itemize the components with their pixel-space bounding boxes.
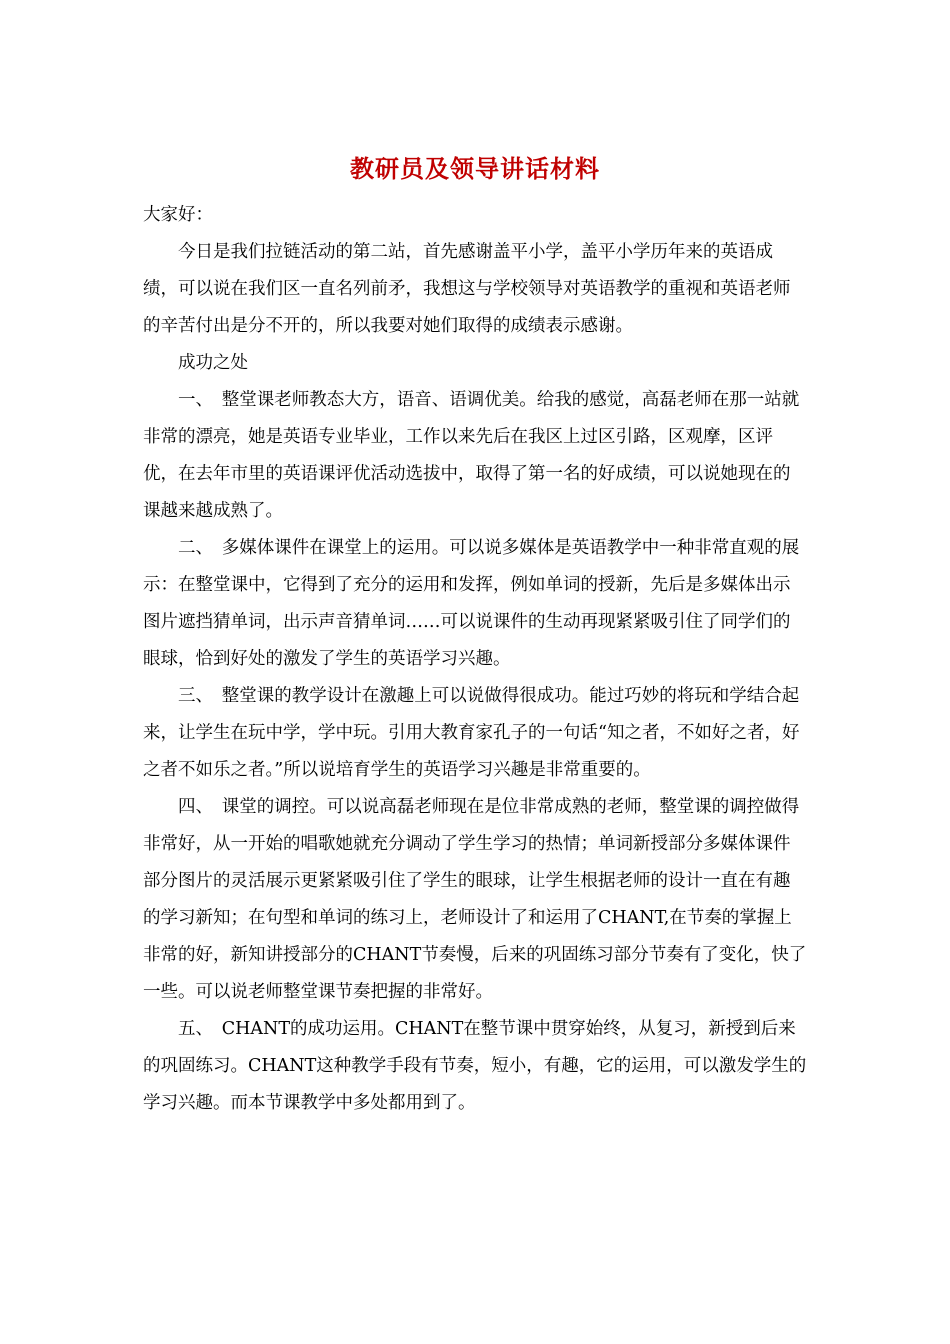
greeting-paragraph: 大家好： [143, 205, 213, 225]
section-heading: 成功之处 [178, 353, 248, 373]
point-three-paragraph: 三、 整堂课的教学设计在激趣上可以说做得很成功。能过巧妙的将玩和学结合起来，让学生在玩中学，学中玩。引用大教育家孔子的一句话“知之者，不如好之者，好之者不如乐之者。”所以说培育学生的英语学习兴趣是非常重要的。 [143, 686, 800, 780]
point-one-paragraph: 一、 整堂课老师教态大方，语音、语调优美。给我的感觉，高磊老师在那一站就非常的漂亮，她是英语专业毕业，工作以来先后在我区上过区引路，区观摩，区评优，在去年市里的英语课评优活动选拔中，取得了第一名的好成绩，可以说她现在的课越来越成熟了。 [143, 390, 800, 521]
document-title: 教研员及领导讲话材料 [350, 154, 600, 183]
point-five-paragraph: 五、 CHANT的成功运用。CHANT在整节课中贯穿始终，从复习，新授到后来的巩固练习。CHANT这种教学手段有节奏，短小，有趣，它的运用，可以激发学生的学习兴趣。而本节课教学中多处都用到了。 [143, 1019, 807, 1113]
point-four-paragraph: 四、 课堂的调控。可以说高磊老师现在是位非常成熟的老师，整堂课的调控做得非常好，从一开始的唱歌她就充分调动了学生学习的热情；单词新授部分多媒体课件部分图片的灵活展示更紧紧吸引住了学生的眼球，让学生根据老师的设计一直在有趣的学习新知；在句型和单词的练习上，老师设计了和运用了CHANT,在节奏的掌握上非常的好，新知讲授部分的CHANT节奏慢，后来的巩固练习部分节奏有了变化，快了一些。可以说老师整堂课节奏把握的非常好。 [143, 797, 807, 1002]
document-body [143, 197, 807, 1122]
intro-paragraph: 今日是我们拉链活动的第二站，首先感谢盖平小学，盖平小学历年来的英语成绩，可以说在我们区一直名列前矛，我想这与学校领导对英语教学的重视和英语老师的辛苦付出是分不开的，所以我要对她们取得的成绩表示感谢。 [143, 242, 791, 336]
point-two-paragraph: 二、 多媒体课件在课堂上的运用。可以说多媒体是英语教学中一种非常直观的展示：在整堂课中，它得到了充分的运用和发挥，例如单词的授新，先后是多媒体出示图片遮挡猜单词，出示声音猜单词……可以说课件的生动再现紧紧吸引住了同学们的眼球，恰到好处的激发了学生的英语学习兴趣。 [143, 538, 800, 669]
